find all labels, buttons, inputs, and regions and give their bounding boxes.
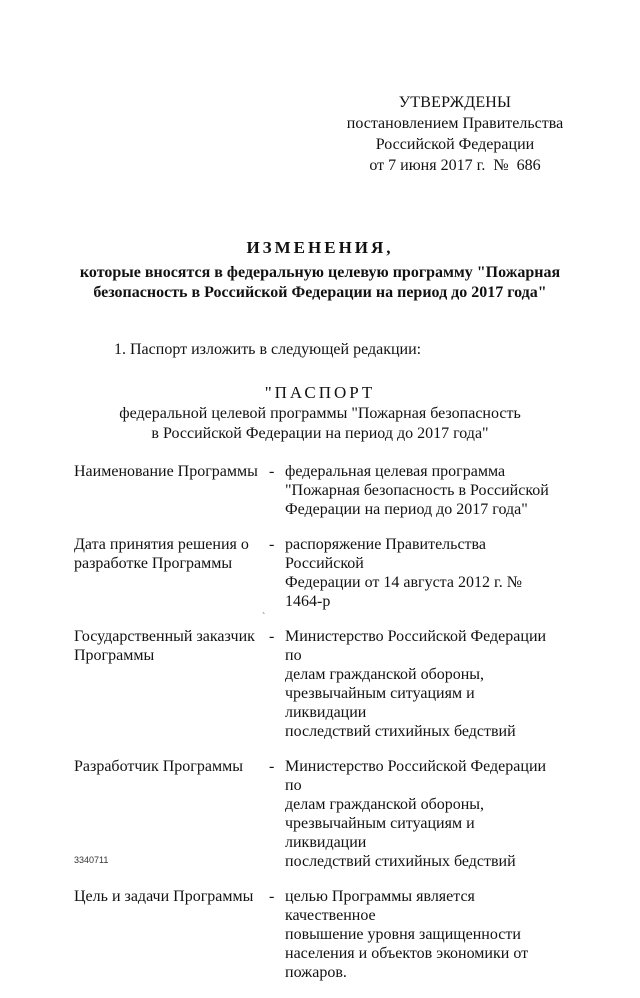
passport-subtitle-line-1: федеральной целевой программы "Пожарная безопасность xyxy=(119,405,521,422)
approval-decree-line: от 7 июня 2017 г. № 686 xyxy=(369,157,541,174)
definition-line: Министерство Российской Федерации по xyxy=(285,758,547,794)
changes-subtitle-line-2: безопасность в Российской Федерации на период до 2017 года" xyxy=(93,284,547,301)
passport-table xyxy=(74,462,574,998)
passport-subtitle-line-2: в Российской Федерации на период до 2017 года" xyxy=(151,425,489,442)
row-definition xyxy=(285,887,555,982)
definition-line: чрезвычайным ситуациям и ликвидации xyxy=(285,815,475,851)
term-line: Дата принятия решения о xyxy=(74,536,249,553)
row-term xyxy=(74,757,269,871)
definition-line: федеральная целевая программа xyxy=(285,463,506,480)
definition-line: повышение уровня защищенности xyxy=(285,926,521,943)
term-line: Разработчик Программы xyxy=(74,758,243,775)
changes-title: ИЗМЕНЕНИЯ, xyxy=(246,238,394,257)
term-line: Цель и задачи Программы xyxy=(74,888,254,905)
term-line: Наименование Программы xyxy=(74,463,258,480)
passport-row-developer xyxy=(74,757,574,871)
passport-row-name xyxy=(74,462,574,519)
approval-title: УТВЕРЖДЕНЫ xyxy=(398,94,512,111)
definition-line: чрезвычайным ситуациям и ликвидации xyxy=(285,685,475,721)
row-dash: - xyxy=(269,888,275,905)
passport-row-decision-date xyxy=(74,535,574,611)
definition-line: Министерство Российской Федерации по xyxy=(285,628,547,664)
row-definition xyxy=(285,535,555,611)
changes-subtitle xyxy=(60,263,580,303)
row-term xyxy=(74,627,269,741)
definition-line: делам гражданской обороны, xyxy=(285,796,485,813)
passport-title: "ПАСПОРТ xyxy=(264,383,376,402)
passport-subtitle xyxy=(80,404,560,444)
definition-line: делам гражданской обороны, xyxy=(285,666,485,683)
term-line: разработке Программы xyxy=(74,555,233,572)
stray-mark: ` xyxy=(262,612,266,623)
row-definition xyxy=(285,757,555,871)
definition-line: пожаров. xyxy=(285,964,347,981)
definition-line: распоряжение Правительства Российской xyxy=(285,536,486,572)
footer-document-code: 3340711 xyxy=(74,855,109,865)
row-term xyxy=(74,535,269,611)
row-term xyxy=(74,462,269,519)
row-dash: - xyxy=(269,758,275,775)
definition-line: населения и объектов экономики от xyxy=(285,945,529,962)
definition-line: последствий стихийных бедствий xyxy=(285,853,516,870)
row-dash: - xyxy=(269,628,275,645)
approval-block xyxy=(330,92,580,176)
row-definition xyxy=(285,462,555,519)
row-dash: - xyxy=(269,463,275,480)
term-line: Государственный заказчик xyxy=(74,628,255,645)
definition-line: целью Программы является качественное xyxy=(285,888,475,924)
term-line: Программы xyxy=(74,647,155,664)
row-definition xyxy=(285,627,555,741)
row-dash: - xyxy=(269,536,275,553)
approval-line-2: Российской Федерации xyxy=(375,136,535,153)
definition-line: последствий стихийных бедствий xyxy=(285,723,516,740)
definition-line: Федерации на период до 2017 года" xyxy=(285,501,528,518)
definition-line: "Пожарная безопасность в Российской xyxy=(285,482,549,499)
passport-row-customer xyxy=(74,627,574,741)
item-intro: 1. Паспорт изложить в следующей редакции: xyxy=(114,341,422,358)
approval-line-1: постановлением Правительства xyxy=(346,115,564,132)
row-term xyxy=(74,887,269,982)
definition-line: Федерации от 14 августа 2012 г. № 1464-р xyxy=(285,574,522,610)
passport-row-goals xyxy=(74,887,574,982)
changes-subtitle-line-1: которые вносятся в федеральную целевую программу "Пожарная xyxy=(79,264,561,281)
